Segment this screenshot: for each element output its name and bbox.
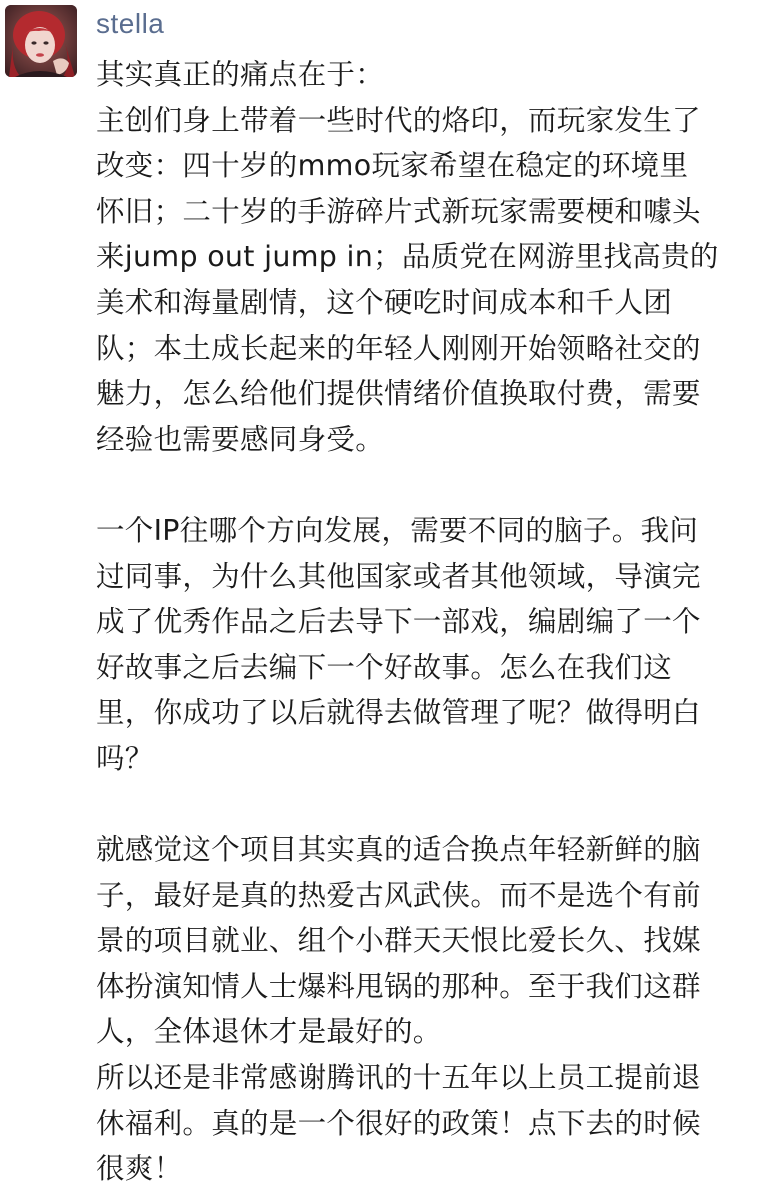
text-line: 一个IP往哪个方向发展，需要不同的脑子。我问	[96, 513, 699, 547]
text-line: 就感觉这个项目其实真的适合换点年轻新鲜的脑	[96, 833, 701, 867]
text-line: 所以还是非常感谢腾讯的十五年以上员工提前退	[96, 1061, 701, 1095]
text-line: 体扮演知情人士爆料甩锅的那种。至于我们这群	[96, 969, 701, 1003]
text-line: 改变：四十岁的mmo玩家希望在稳定的环境里	[96, 149, 689, 183]
paragraph-2	[96, 508, 756, 782]
text-line: 经验也需要感同身受。	[96, 422, 385, 456]
text-line: 很爽！	[96, 1152, 183, 1186]
text-line: 魅力，怎么给他们提供情绪价值换取付费，需要	[96, 377, 701, 411]
profile-photo-icon	[5, 5, 77, 77]
paragraph-3	[96, 827, 756, 1192]
text-line: 人，全体退休才是最好的。	[96, 1015, 442, 1049]
text-line: 成了优秀作品之后去导下一部戏，编剧编了一个	[96, 605, 701, 639]
text-line: 里，你成功了以后就得去做管理了呢？做得明白	[96, 696, 701, 730]
text-line: 子，最好是真的热爱古风武侠。而不是选个有前	[96, 878, 701, 912]
text-line: 休福利。真的是一个很好的政策！点下去的时候	[96, 1106, 701, 1140]
username[interactable]: stella	[96, 8, 165, 39]
paragraph-spacer	[96, 782, 756, 828]
text-line: 过同事，为什么其他国家或者其他领域，导演完	[96, 559, 701, 593]
text-line: 美术和海量剧情，这个硬吃时间成本和千人团	[96, 285, 673, 319]
text-line: 景的项目就业、组个小群天天恨比爱长久、找媒	[96, 924, 701, 958]
text-line: 其实真正的痛点在于：	[96, 58, 385, 91]
post-text	[96, 52, 756, 1192]
text-line: 吗？	[96, 741, 154, 775]
text-line: 好故事之后去编下一个好故事。怎么在我们这	[96, 650, 673, 684]
text-line: 来jump out jump in；品质党在网游里找高贵的	[96, 240, 719, 274]
paragraph-spacer	[96, 462, 756, 508]
paragraph-1	[96, 52, 756, 462]
text-line: 队；本土成长起来的年轻人刚刚开始领略社交的	[96, 331, 701, 365]
text-line: 怀旧；二十岁的手游碎片式新玩家需要梗和噱头	[96, 194, 701, 228]
text-line: 主创们身上带着一些时代的烙印，而玩家发生了	[96, 103, 701, 137]
avatar[interactable]	[5, 5, 77, 77]
